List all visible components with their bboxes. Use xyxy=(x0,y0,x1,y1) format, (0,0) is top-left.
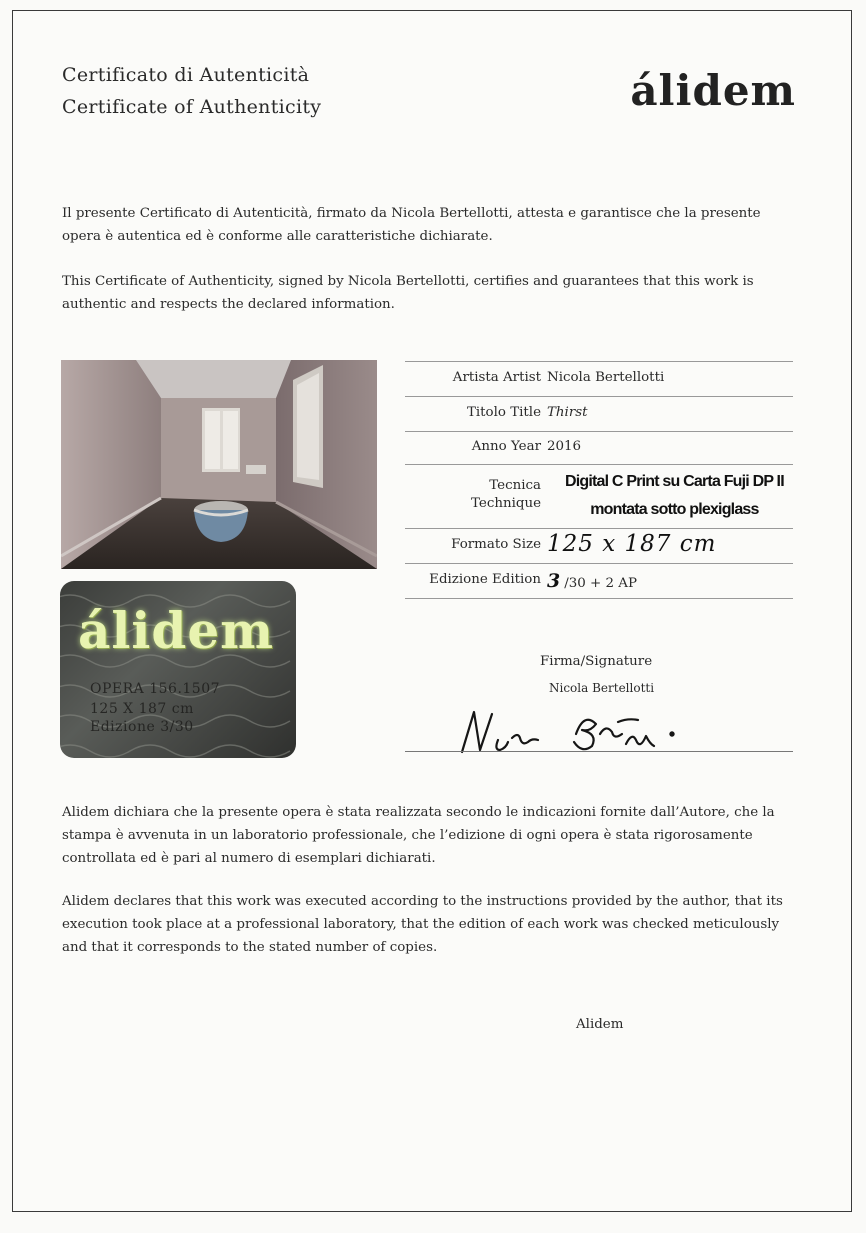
hologram-seal xyxy=(60,581,296,758)
intro-italian: Il presente Certificato di Autenticità, firmato da Nicola Bertellotti, attesta e garantisce che la presente opera è autentica ed è conforme alle caratteristiche dichiarate. xyxy=(62,206,761,244)
technique-label-en: Technique xyxy=(471,496,541,511)
closing-signature: Alidem xyxy=(576,1017,624,1032)
details-row-technique xyxy=(405,464,793,528)
artwork-photo xyxy=(61,360,377,569)
hologram-brand: álidem xyxy=(78,601,275,660)
alidem-logo: álidem xyxy=(630,66,796,115)
title-label: Titolo Title xyxy=(466,405,541,420)
year-label: Anno Year xyxy=(471,439,541,454)
hologram-code: OPERA 156.1507 xyxy=(90,681,221,697)
details-row-year xyxy=(405,431,793,464)
technique-line-2: montata sotto plexiglass xyxy=(590,501,759,518)
details-row-edition xyxy=(405,563,793,599)
hologram-edition: Edizione 3/30 xyxy=(90,719,194,735)
technique-label xyxy=(471,477,541,513)
declaration-italian: Alidem dichiara che la presente opera è stata realizzata secondo le indicazioni fornite dall’Autore, che la stampa è avvenuta in un laboratorio professionale, che l’edizione di ogni opera è stata rigorosamente controllata ed è pari al numero di esemplari dichiarati. xyxy=(62,805,775,866)
edition-total: /30 + 2 AP xyxy=(564,576,637,591)
signature-label: Firma/Signature xyxy=(540,654,653,669)
details-row-title xyxy=(405,396,793,431)
signature-name: Nicola Bertellotti xyxy=(549,681,655,695)
details-row-size xyxy=(405,528,793,563)
technique-line-1: Digital C Print su Carta Fuji DP II xyxy=(565,473,784,490)
technique-label-it: Tecnica xyxy=(489,478,541,493)
size-label: Formato Size xyxy=(451,537,541,552)
title-value: Thirst xyxy=(547,405,588,420)
title-english: Certificate of Authenticity xyxy=(62,96,322,118)
artist-label: Artista Artist xyxy=(452,370,541,385)
details-row-artist xyxy=(405,361,793,396)
artist-value: Nicola Bertellotti xyxy=(547,370,665,385)
signature-line xyxy=(405,751,793,752)
edition-value xyxy=(547,570,637,592)
declaration-english: Alidem declares that this work was executed according to the instructions provided by the author, that its execution took place at a professional laboratory, that the edition of each work was checked meticulously and that it corresponds to the stated number of copies. xyxy=(62,894,783,955)
hologram-size: 125 X 187 cm xyxy=(90,701,194,717)
details-table xyxy=(405,361,793,599)
edition-label: Edizione Edition xyxy=(429,572,541,587)
technique-value xyxy=(565,468,784,524)
title-italian: Certificato di Autenticità xyxy=(62,64,310,86)
size-value: 125 x 187 cm xyxy=(547,531,717,557)
year-value: 2016 xyxy=(547,439,582,454)
edition-number: 3 xyxy=(547,570,561,592)
intro-english: This Certificate of Authenticity, signed by Nicola Bertellotti, certifies and guarantees that this work is authentic and respects the declared information. xyxy=(62,274,754,312)
